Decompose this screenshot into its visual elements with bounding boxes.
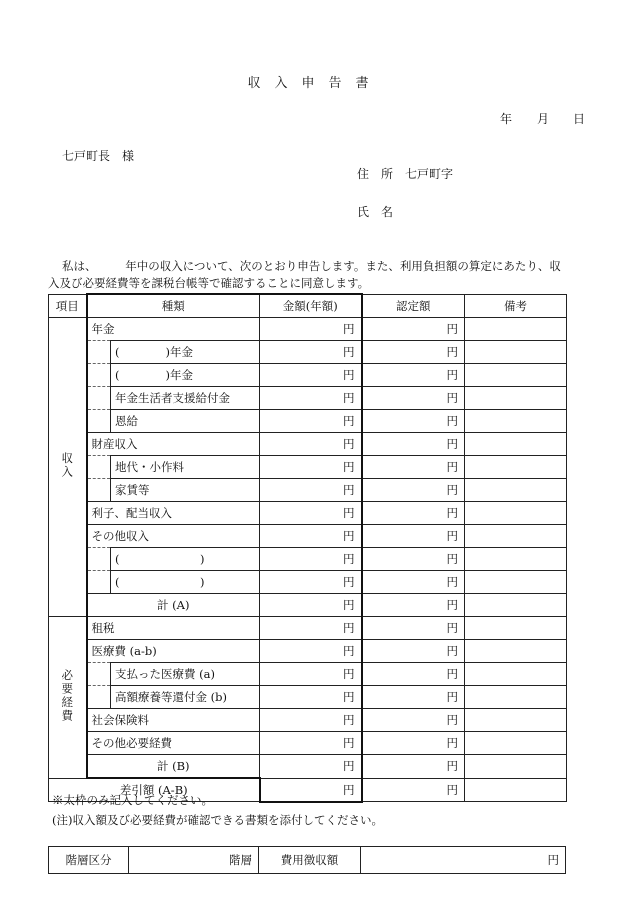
- approved-cell[interactable]: 円: [362, 709, 465, 732]
- amount-cell[interactable]: 円: [260, 732, 362, 755]
- table-row: [49, 433, 567, 456]
- approved-cell[interactable]: 円: [362, 617, 465, 640]
- table-row-total: [49, 755, 567, 779]
- amount-cell[interactable]: 円: [260, 502, 362, 525]
- total-label: 計 (B): [87, 755, 260, 779]
- approved-cell[interactable]: 円: [362, 525, 465, 548]
- row-label: 地代・小作料: [111, 456, 260, 479]
- total-amount-cell[interactable]: 円: [260, 755, 362, 779]
- intro-statement: [48, 258, 588, 292]
- remarks-cell[interactable]: [465, 686, 567, 709]
- table-row-total: [49, 594, 567, 617]
- remarks-cell[interactable]: [465, 433, 567, 456]
- total-remarks-cell[interactable]: [465, 755, 567, 779]
- date-day: 日: [573, 112, 586, 126]
- expense-section-label: 必要経費: [60, 668, 75, 723]
- table-row: [49, 663, 567, 686]
- row-label: 財産収入: [87, 433, 260, 456]
- table-row: [49, 410, 567, 433]
- table-row: [49, 617, 567, 640]
- row-label: 年金生活者支援給付金: [111, 387, 260, 410]
- amount-cell[interactable]: 円: [260, 663, 362, 686]
- table-row: [49, 364, 567, 387]
- amount-cell[interactable]: 円: [260, 410, 362, 433]
- approved-cell[interactable]: 円: [362, 663, 465, 686]
- approved-cell[interactable]: 円: [362, 341, 465, 364]
- amount-cell[interactable]: 円: [260, 571, 362, 594]
- row-label: その他必要経費: [87, 732, 260, 755]
- indent-cell: [87, 663, 111, 686]
- row-label: 医療費 (a-b): [87, 640, 260, 663]
- intro-line-2: 入及び必要経費等を課税台帳等で確認することに同意します。: [48, 276, 370, 290]
- note-thick-frame: ※太枠のみ記入してください。: [52, 793, 213, 807]
- total-label: 計 (A): [87, 594, 260, 617]
- amount-cell[interactable]: 円: [260, 686, 362, 709]
- amount-cell[interactable]: 円: [260, 318, 362, 341]
- indent-cell: [87, 387, 111, 410]
- total-approved-cell[interactable]: 円: [362, 594, 465, 617]
- document-title: 収入申告書: [247, 76, 383, 91]
- row-label: ( ): [111, 548, 260, 571]
- difference-label: 差引額 (A-B): [49, 778, 260, 802]
- approved-cell[interactable]: 円: [362, 548, 465, 571]
- indent-cell: [87, 410, 111, 433]
- table-row: [49, 479, 567, 502]
- amount-cell[interactable]: 円: [260, 709, 362, 732]
- total-amount-cell[interactable]: 円: [260, 594, 362, 617]
- amount-cell[interactable]: 円: [260, 640, 362, 663]
- remarks-cell[interactable]: [465, 410, 567, 433]
- remarks-cell[interactable]: [465, 318, 567, 341]
- approved-cell[interactable]: 円: [362, 502, 465, 525]
- remarks-cell[interactable]: [465, 709, 567, 732]
- row-label: 利子、配当収入: [87, 502, 260, 525]
- approved-cell[interactable]: 円: [362, 732, 465, 755]
- income-section: [49, 318, 87, 617]
- approved-cell[interactable]: 円: [362, 433, 465, 456]
- indent-cell: [87, 364, 111, 387]
- date-year: 年: [500, 112, 513, 126]
- intro-line-1: 私は、 年中の収入について、次のとおり申告します。また、利用負担額の算定にあたり、収: [62, 259, 561, 273]
- date-month: 月: [537, 112, 550, 126]
- amount-cell[interactable]: 円: [260, 341, 362, 364]
- table-row: [49, 686, 567, 709]
- indent-cell: [87, 479, 111, 502]
- difference-remarks-cell[interactable]: [465, 778, 567, 802]
- remarks-cell[interactable]: [465, 663, 567, 686]
- income-expense-table: [48, 293, 567, 803]
- approved-cell[interactable]: 円: [362, 456, 465, 479]
- amount-cell[interactable]: 円: [260, 548, 362, 571]
- amount-cell[interactable]: 円: [260, 433, 362, 456]
- amount-cell[interactable]: 円: [260, 479, 362, 502]
- row-label: 租税: [87, 617, 260, 640]
- table-row: [49, 571, 567, 594]
- indent-cell: [87, 456, 111, 479]
- address-label: 住 所 七戸町字: [357, 167, 454, 181]
- remarks-cell[interactable]: [465, 387, 567, 410]
- remarks-cell[interactable]: [465, 341, 567, 364]
- table-row: [49, 387, 567, 410]
- approved-cell[interactable]: 円: [362, 364, 465, 387]
- indent-cell: [87, 341, 111, 364]
- remarks-cell[interactable]: [465, 640, 567, 663]
- remarks-cell[interactable]: [465, 364, 567, 387]
- table-row: [49, 709, 567, 732]
- name-label: 氏 名: [357, 205, 394, 219]
- remarks-cell[interactable]: [465, 525, 567, 548]
- approved-cell[interactable]: 円: [362, 410, 465, 433]
- approved-cell[interactable]: 円: [362, 318, 465, 341]
- remarks-cell[interactable]: [465, 548, 567, 571]
- tier-label: 階層区分: [49, 847, 129, 874]
- difference-amount-cell[interactable]: 円: [260, 778, 362, 802]
- row-label: 支払った医療費 (a): [111, 663, 260, 686]
- approved-cell[interactable]: 円: [362, 686, 465, 709]
- table-row: [49, 341, 567, 364]
- row-label: ( )年金: [111, 364, 260, 387]
- row-label: その他収入: [87, 525, 260, 548]
- table-row: [49, 502, 567, 525]
- remarks-cell[interactable]: [465, 617, 567, 640]
- header-remarks: 備考: [465, 294, 567, 318]
- indent-cell: [87, 571, 111, 594]
- row-label: ( ): [111, 571, 260, 594]
- fee-table: [48, 846, 566, 874]
- table-row: [49, 456, 567, 479]
- header-type: 種類: [87, 294, 260, 318]
- approved-cell[interactable]: 円: [362, 571, 465, 594]
- indent-cell: [87, 686, 111, 709]
- header-amount: 金額(年額): [260, 294, 362, 318]
- approved-cell[interactable]: 円: [362, 479, 465, 502]
- table-row: [49, 732, 567, 755]
- row-label: 高額療養等還付金 (b): [111, 686, 260, 709]
- income-section-label: 収入: [60, 452, 75, 479]
- fee-value[interactable]: 円: [361, 847, 566, 874]
- total-remarks-cell[interactable]: [465, 594, 567, 617]
- row-label: 恩給: [111, 410, 260, 433]
- row-label: 年金: [87, 318, 260, 341]
- amount-cell[interactable]: 円: [260, 617, 362, 640]
- row-label: ( )年金: [111, 341, 260, 364]
- total-approved-cell[interactable]: 円: [362, 755, 465, 779]
- table-row: [49, 548, 567, 571]
- table-row: [49, 318, 567, 341]
- remarks-cell[interactable]: [465, 502, 567, 525]
- indent-cell: [87, 548, 111, 571]
- row-label: 家賃等: [111, 479, 260, 502]
- row-label: 社会保険料: [87, 709, 260, 732]
- header-item: 項目: [49, 294, 87, 318]
- amount-cell[interactable]: 円: [260, 456, 362, 479]
- approved-cell[interactable]: 円: [362, 387, 465, 410]
- table-row: [49, 640, 567, 663]
- amount-cell[interactable]: 円: [260, 364, 362, 387]
- header-approved: 認定額: [362, 294, 465, 318]
- table-row: [49, 525, 567, 548]
- difference-approved-cell[interactable]: 円: [362, 778, 465, 802]
- remarks-cell[interactable]: [465, 732, 567, 755]
- remarks-cell[interactable]: [465, 479, 567, 502]
- amount-cell[interactable]: 円: [260, 387, 362, 410]
- amount-cell[interactable]: 円: [260, 525, 362, 548]
- expense-section: [49, 617, 87, 779]
- fee-label: 費用徴収額: [259, 847, 361, 874]
- remarks-cell[interactable]: [465, 456, 567, 479]
- note-attachment: (注)収入額及び必要経費が確認できる書類を添付してください。: [52, 813, 383, 827]
- remarks-cell[interactable]: [465, 571, 567, 594]
- approved-cell[interactable]: 円: [362, 640, 465, 663]
- addressee: 七戸町長 様: [62, 149, 135, 163]
- tier-value[interactable]: 階層: [129, 847, 259, 874]
